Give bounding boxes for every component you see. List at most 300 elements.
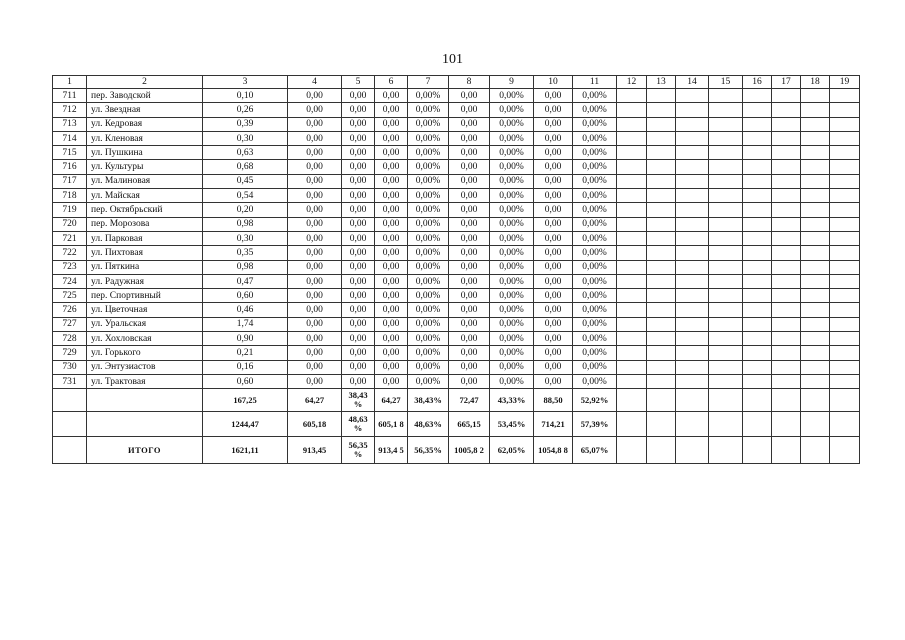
table-cell: ул. Радужная bbox=[87, 274, 203, 288]
total-cell: 714,21 bbox=[534, 412, 573, 437]
table-cell-empty bbox=[647, 231, 676, 245]
table-cell-empty bbox=[830, 260, 860, 274]
table-cell-empty bbox=[772, 412, 801, 437]
table-cell: 0,00 bbox=[375, 146, 408, 160]
table-cell: 0,00% bbox=[490, 131, 534, 145]
table-cell-empty bbox=[801, 374, 830, 388]
table-cell-empty bbox=[743, 246, 772, 260]
table-cell-empty bbox=[772, 274, 801, 288]
table-cell-empty bbox=[830, 89, 860, 103]
table-cell: 0,00 bbox=[449, 332, 490, 346]
table-cell: 720 bbox=[53, 217, 87, 231]
table-cell: 0,30 bbox=[203, 231, 288, 245]
table-cell-empty bbox=[709, 89, 743, 103]
table-cell: 0,21 bbox=[203, 346, 288, 360]
table-cell: 0,30 bbox=[203, 131, 288, 145]
table-cell: 0,00% bbox=[573, 317, 617, 331]
table-cell: 0,00 bbox=[375, 189, 408, 203]
table-cell: 0,00 bbox=[449, 231, 490, 245]
table-cell-empty bbox=[801, 260, 830, 274]
table-cell-empty bbox=[772, 317, 801, 331]
table-cell: 0,00% bbox=[490, 289, 534, 303]
table-cell-empty bbox=[647, 346, 676, 360]
table-cell: 0,00% bbox=[408, 160, 449, 174]
table-cell: 0,00% bbox=[490, 174, 534, 188]
table-cell: 0,00% bbox=[573, 103, 617, 117]
table-cell: 0,00% bbox=[490, 217, 534, 231]
table-cell-empty bbox=[743, 389, 772, 412]
table-cell-empty bbox=[617, 389, 647, 412]
total-row bbox=[53, 437, 860, 464]
table-cell: 0,00 bbox=[534, 231, 573, 245]
table-cell-empty bbox=[743, 189, 772, 203]
table-cell: 0,00% bbox=[408, 131, 449, 145]
table-cell: 0,00% bbox=[490, 160, 534, 174]
table-cell: 0,00 bbox=[375, 332, 408, 346]
table-cell-empty bbox=[617, 346, 647, 360]
table-cell-empty bbox=[743, 412, 772, 437]
table-cell-empty bbox=[617, 160, 647, 174]
table-cell: 0,00 bbox=[375, 303, 408, 317]
header-row bbox=[53, 76, 860, 89]
table-cell: 0,00 bbox=[534, 103, 573, 117]
table-cell: 0,00% bbox=[573, 231, 617, 245]
column-header: 14 bbox=[676, 76, 709, 89]
total-cell: 38,43 % bbox=[342, 389, 375, 412]
total-cell: 1621,11 bbox=[203, 437, 288, 464]
total-row bbox=[53, 389, 860, 412]
table-cell-empty bbox=[772, 131, 801, 145]
table-cell-empty bbox=[709, 437, 743, 464]
table-cell-empty bbox=[801, 117, 830, 131]
table-cell: 0,00 bbox=[449, 317, 490, 331]
table-cell-empty bbox=[647, 260, 676, 274]
table-cell-empty bbox=[617, 231, 647, 245]
table-cell: 0,00% bbox=[573, 346, 617, 360]
table-cell-empty bbox=[676, 437, 709, 464]
table-cell: 0,00 bbox=[288, 146, 342, 160]
table-cell: ул. Звездная bbox=[87, 103, 203, 117]
table-cell-empty bbox=[772, 174, 801, 188]
table-cell: 0,00 bbox=[375, 174, 408, 188]
total-cell bbox=[53, 412, 87, 437]
table-cell-empty bbox=[772, 303, 801, 317]
table-cell-empty bbox=[830, 389, 860, 412]
table-cell: 0,00 bbox=[449, 189, 490, 203]
total-cell: 72,47 bbox=[449, 389, 490, 412]
table-cell-empty bbox=[709, 303, 743, 317]
table-cell-empty bbox=[743, 346, 772, 360]
table-cell: 0,00 bbox=[288, 131, 342, 145]
table-cell: 0,00% bbox=[573, 89, 617, 103]
table-cell-empty bbox=[801, 412, 830, 437]
table-cell-empty bbox=[676, 174, 709, 188]
table-cell: 0,00% bbox=[490, 231, 534, 245]
table-cell-empty bbox=[772, 260, 801, 274]
column-header: 3 bbox=[203, 76, 288, 89]
table-cell-empty bbox=[617, 89, 647, 103]
table-cell-empty bbox=[676, 246, 709, 260]
table-cell: пер. Морозова bbox=[87, 217, 203, 231]
table-cell-empty bbox=[617, 274, 647, 288]
table-cell: 731 bbox=[53, 374, 87, 388]
total-cell: 56,35 % bbox=[342, 437, 375, 464]
table-cell: 0,00 bbox=[342, 317, 375, 331]
table-cell-empty bbox=[647, 360, 676, 374]
table-row bbox=[53, 289, 860, 303]
data-table-container bbox=[52, 75, 860, 464]
table-cell-empty bbox=[743, 374, 772, 388]
table-cell-empty bbox=[801, 332, 830, 346]
table-cell-empty bbox=[830, 317, 860, 331]
table-cell: 0,00 bbox=[342, 260, 375, 274]
table-cell: 0,46 bbox=[203, 303, 288, 317]
table-cell-empty bbox=[617, 437, 647, 464]
table-cell: 0,00 bbox=[449, 260, 490, 274]
table-cell: 727 bbox=[53, 317, 87, 331]
table-cell-empty bbox=[801, 289, 830, 303]
table-cell-empty bbox=[709, 389, 743, 412]
table-cell-empty bbox=[743, 89, 772, 103]
table-cell: 0,00% bbox=[408, 203, 449, 217]
table-cell: 0,00% bbox=[573, 146, 617, 160]
total-cell: 1244,47 bbox=[203, 412, 288, 437]
table-cell-empty bbox=[830, 289, 860, 303]
total-cell: 57,39% bbox=[573, 412, 617, 437]
table-cell-empty bbox=[830, 160, 860, 174]
table-cell-empty bbox=[617, 303, 647, 317]
table-cell: 0,00% bbox=[573, 360, 617, 374]
table-cell: 0,00 bbox=[288, 303, 342, 317]
table-cell-empty bbox=[772, 374, 801, 388]
table-cell-empty bbox=[743, 103, 772, 117]
table-cell-empty bbox=[617, 289, 647, 303]
table-cell: 0,00 bbox=[449, 274, 490, 288]
table-cell-empty bbox=[647, 203, 676, 217]
table-cell: 0,00% bbox=[408, 260, 449, 274]
table-cell: 722 bbox=[53, 246, 87, 260]
table-cell: ул. Хохловская bbox=[87, 332, 203, 346]
table-row bbox=[53, 146, 860, 160]
column-header: 11 bbox=[573, 76, 617, 89]
table-cell: 0,00 bbox=[534, 203, 573, 217]
table-cell-empty bbox=[709, 360, 743, 374]
table-cell-empty bbox=[676, 317, 709, 331]
table-cell-empty bbox=[743, 260, 772, 274]
column-header: 19 bbox=[830, 76, 860, 89]
table-cell: 0,00% bbox=[573, 131, 617, 145]
table-row bbox=[53, 174, 860, 188]
table-cell: 0,00 bbox=[449, 174, 490, 188]
table-cell-empty bbox=[801, 360, 830, 374]
table-cell: 0,00% bbox=[490, 260, 534, 274]
table-cell-empty bbox=[830, 146, 860, 160]
table-cell: ул. Уральская bbox=[87, 317, 203, 331]
table-cell: 0,00% bbox=[408, 231, 449, 245]
table-cell: 0,00% bbox=[573, 289, 617, 303]
table-cell: ул. Майская bbox=[87, 189, 203, 203]
table-cell: 0,98 bbox=[203, 217, 288, 231]
table-cell-empty bbox=[830, 231, 860, 245]
table-cell: 0,00 bbox=[342, 174, 375, 188]
table-cell: 0,00 bbox=[288, 117, 342, 131]
table-cell: 0,68 bbox=[203, 160, 288, 174]
table-row bbox=[53, 189, 860, 203]
table-cell: 0,00 bbox=[534, 289, 573, 303]
table-cell: 0,00 bbox=[288, 217, 342, 231]
table-cell: 0,00% bbox=[408, 117, 449, 131]
table-cell-empty bbox=[617, 412, 647, 437]
table-cell: 0,00 bbox=[342, 274, 375, 288]
table-cell: 0,00 bbox=[375, 117, 408, 131]
total-cell: 65,07% bbox=[573, 437, 617, 464]
table-cell: ул. Малиновая bbox=[87, 174, 203, 188]
table-cell: 0,00 bbox=[288, 174, 342, 188]
table-cell-empty bbox=[676, 389, 709, 412]
table-cell-empty bbox=[676, 260, 709, 274]
table-cell-empty bbox=[647, 189, 676, 203]
table-cell-empty bbox=[772, 160, 801, 174]
table-cell-empty bbox=[830, 246, 860, 260]
table-cell: 0,00% bbox=[573, 203, 617, 217]
table-cell-empty bbox=[617, 260, 647, 274]
table-cell: 0,60 bbox=[203, 289, 288, 303]
table-cell: 0,00 bbox=[534, 346, 573, 360]
table-cell: 0,00 bbox=[342, 374, 375, 388]
table-cell-empty bbox=[676, 160, 709, 174]
table-row bbox=[53, 346, 860, 360]
table-cell-empty bbox=[743, 332, 772, 346]
table-cell: 719 bbox=[53, 203, 87, 217]
table-cell: 0,00% bbox=[573, 374, 617, 388]
table-cell: 0,00% bbox=[408, 346, 449, 360]
table-row bbox=[53, 203, 860, 217]
table-cell: 0,00 bbox=[375, 274, 408, 288]
table-cell-empty bbox=[772, 246, 801, 260]
table-cell-empty bbox=[743, 437, 772, 464]
table-cell-empty bbox=[617, 117, 647, 131]
table-cell-empty bbox=[801, 131, 830, 145]
table-cell-empty bbox=[801, 174, 830, 188]
table-cell: 0,00 bbox=[534, 260, 573, 274]
total-cell bbox=[87, 389, 203, 412]
table-cell: 0,00 bbox=[449, 360, 490, 374]
table-cell: ул. Горького bbox=[87, 346, 203, 360]
table-cell: 718 bbox=[53, 189, 87, 203]
total-cell: 64,27 bbox=[375, 389, 408, 412]
table-row bbox=[53, 131, 860, 145]
table-cell: 0,00 bbox=[288, 89, 342, 103]
table-cell-empty bbox=[743, 317, 772, 331]
table-cell: 721 bbox=[53, 231, 87, 245]
table-cell-empty bbox=[743, 289, 772, 303]
table-cell: 0,26 bbox=[203, 103, 288, 117]
table-cell-empty bbox=[709, 374, 743, 388]
total-cell: 64,27 bbox=[288, 389, 342, 412]
table-cell-empty bbox=[647, 89, 676, 103]
table-cell-empty bbox=[676, 289, 709, 303]
table-cell-empty bbox=[743, 131, 772, 145]
table-cell: 0,00 bbox=[534, 360, 573, 374]
table-cell: 0,16 bbox=[203, 360, 288, 374]
table-cell: 730 bbox=[53, 360, 87, 374]
table-cell: 0,00% bbox=[408, 289, 449, 303]
table-cell-empty bbox=[830, 346, 860, 360]
column-header: 8 bbox=[449, 76, 490, 89]
table-cell: 725 bbox=[53, 289, 87, 303]
table-cell: 724 bbox=[53, 274, 87, 288]
table-cell-empty bbox=[647, 131, 676, 145]
table-cell-empty bbox=[647, 289, 676, 303]
table-cell: 0,00 bbox=[534, 189, 573, 203]
table-cell-empty bbox=[617, 246, 647, 260]
table-cell: 0,00% bbox=[490, 189, 534, 203]
total-cell: 62,05% bbox=[490, 437, 534, 464]
table-cell-empty bbox=[830, 412, 860, 437]
table-cell-empty bbox=[709, 332, 743, 346]
table-cell-empty bbox=[647, 374, 676, 388]
table-cell-empty bbox=[743, 231, 772, 245]
table-cell: 0,00% bbox=[490, 117, 534, 131]
table-cell-empty bbox=[772, 231, 801, 245]
table-cell-empty bbox=[801, 389, 830, 412]
table-cell: 0,00% bbox=[573, 174, 617, 188]
table-cell-empty bbox=[743, 203, 772, 217]
table-cell: 0,00 bbox=[375, 231, 408, 245]
table-cell: 0,00 bbox=[375, 346, 408, 360]
table-cell: 0,00% bbox=[408, 246, 449, 260]
table-cell: 729 bbox=[53, 346, 87, 360]
table-cell: 0,00 bbox=[449, 374, 490, 388]
table-cell: 0,00% bbox=[490, 246, 534, 260]
table-cell-empty bbox=[743, 146, 772, 160]
column-header: 15 bbox=[709, 76, 743, 89]
table-cell: 0,00 bbox=[449, 203, 490, 217]
total-cell: 665,15 bbox=[449, 412, 490, 437]
total-cell: ИТОГО bbox=[87, 437, 203, 464]
table-cell: 0,00 bbox=[534, 89, 573, 103]
column-header: 9 bbox=[490, 76, 534, 89]
total-cell bbox=[87, 412, 203, 437]
table-row bbox=[53, 360, 860, 374]
table-cell: 0,00 bbox=[375, 360, 408, 374]
column-header: 10 bbox=[534, 76, 573, 89]
table-cell-empty bbox=[801, 346, 830, 360]
table-row bbox=[53, 274, 860, 288]
table-cell-empty bbox=[647, 317, 676, 331]
table-cell: 728 bbox=[53, 332, 87, 346]
table-cell: 0,00% bbox=[408, 274, 449, 288]
table-cell: 0,00% bbox=[573, 246, 617, 260]
table-cell-empty bbox=[772, 189, 801, 203]
table-cell-empty bbox=[647, 437, 676, 464]
table-cell: 0,00 bbox=[534, 246, 573, 260]
table-cell: 0,00 bbox=[288, 346, 342, 360]
total-cell: 913,4 5 bbox=[375, 437, 408, 464]
table-cell-empty bbox=[772, 389, 801, 412]
table-row bbox=[53, 160, 860, 174]
table-cell-empty bbox=[647, 103, 676, 117]
table-cell-empty bbox=[772, 203, 801, 217]
table-cell-empty bbox=[830, 174, 860, 188]
table-cell: 0,00 bbox=[342, 189, 375, 203]
table-cell: 0,00 bbox=[534, 117, 573, 131]
table-cell: 0,00% bbox=[408, 217, 449, 231]
table-cell: 0,00 bbox=[342, 346, 375, 360]
table-cell-empty bbox=[617, 317, 647, 331]
table-cell: 0,00 bbox=[288, 189, 342, 203]
table-cell: 0,00 bbox=[375, 131, 408, 145]
table-row bbox=[53, 374, 860, 388]
table-cell-empty bbox=[676, 117, 709, 131]
table-cell: 0,00 bbox=[288, 274, 342, 288]
table-cell: 0,45 bbox=[203, 174, 288, 188]
table-cell-empty bbox=[772, 117, 801, 131]
table-cell: 713 bbox=[53, 117, 87, 131]
table-cell: ул. Кедровая bbox=[87, 117, 203, 131]
table-cell-empty bbox=[676, 374, 709, 388]
table-cell-empty bbox=[772, 360, 801, 374]
table-cell-empty bbox=[617, 360, 647, 374]
table-cell: 0,00% bbox=[490, 203, 534, 217]
table-cell: 0,00 bbox=[449, 103, 490, 117]
table-cell: 0,00 bbox=[375, 317, 408, 331]
table-cell-empty bbox=[676, 274, 709, 288]
table-cell: ул. Кленовая bbox=[87, 131, 203, 145]
table-cell-empty bbox=[709, 189, 743, 203]
table-cell: 0,00% bbox=[490, 146, 534, 160]
table-cell-empty bbox=[617, 174, 647, 188]
table-cell: 0,00 bbox=[375, 246, 408, 260]
table-cell: ул. Парковая bbox=[87, 231, 203, 245]
table-cell: 0,00% bbox=[408, 317, 449, 331]
table-cell: 0,00 bbox=[449, 246, 490, 260]
table-cell: ул. Цветочная bbox=[87, 303, 203, 317]
column-header: 16 bbox=[743, 76, 772, 89]
table-cell: 0,20 bbox=[203, 203, 288, 217]
total-cell: 56,35% bbox=[408, 437, 449, 464]
table-cell: ул. Трактовая bbox=[87, 374, 203, 388]
table-cell-empty bbox=[830, 203, 860, 217]
table-cell: 0,00 bbox=[342, 217, 375, 231]
table-cell: 0,00 bbox=[534, 174, 573, 188]
table-cell-empty bbox=[676, 231, 709, 245]
table-row bbox=[53, 231, 860, 245]
table-cell: 723 bbox=[53, 260, 87, 274]
table-cell-empty bbox=[801, 160, 830, 174]
table-cell-empty bbox=[676, 303, 709, 317]
table-cell-empty bbox=[676, 412, 709, 437]
table-cell-empty bbox=[647, 174, 676, 188]
table-cell-empty bbox=[617, 189, 647, 203]
table-cell: пер. Заводской bbox=[87, 89, 203, 103]
table-cell: 712 bbox=[53, 103, 87, 117]
table-cell-empty bbox=[617, 131, 647, 145]
table-cell-empty bbox=[743, 274, 772, 288]
table-cell: 0,00 bbox=[288, 360, 342, 374]
table-cell-empty bbox=[743, 217, 772, 231]
table-cell-empty bbox=[801, 103, 830, 117]
table-cell-empty bbox=[709, 146, 743, 160]
table-cell: 0,00 bbox=[342, 89, 375, 103]
column-header: 4 bbox=[288, 76, 342, 89]
total-cell: 605,1 8 bbox=[375, 412, 408, 437]
data-table bbox=[52, 75, 860, 464]
table-cell: 0,00% bbox=[490, 303, 534, 317]
table-cell: ул. Энтузиастов bbox=[87, 360, 203, 374]
table-row bbox=[53, 217, 860, 231]
table-cell: 0,00 bbox=[342, 246, 375, 260]
